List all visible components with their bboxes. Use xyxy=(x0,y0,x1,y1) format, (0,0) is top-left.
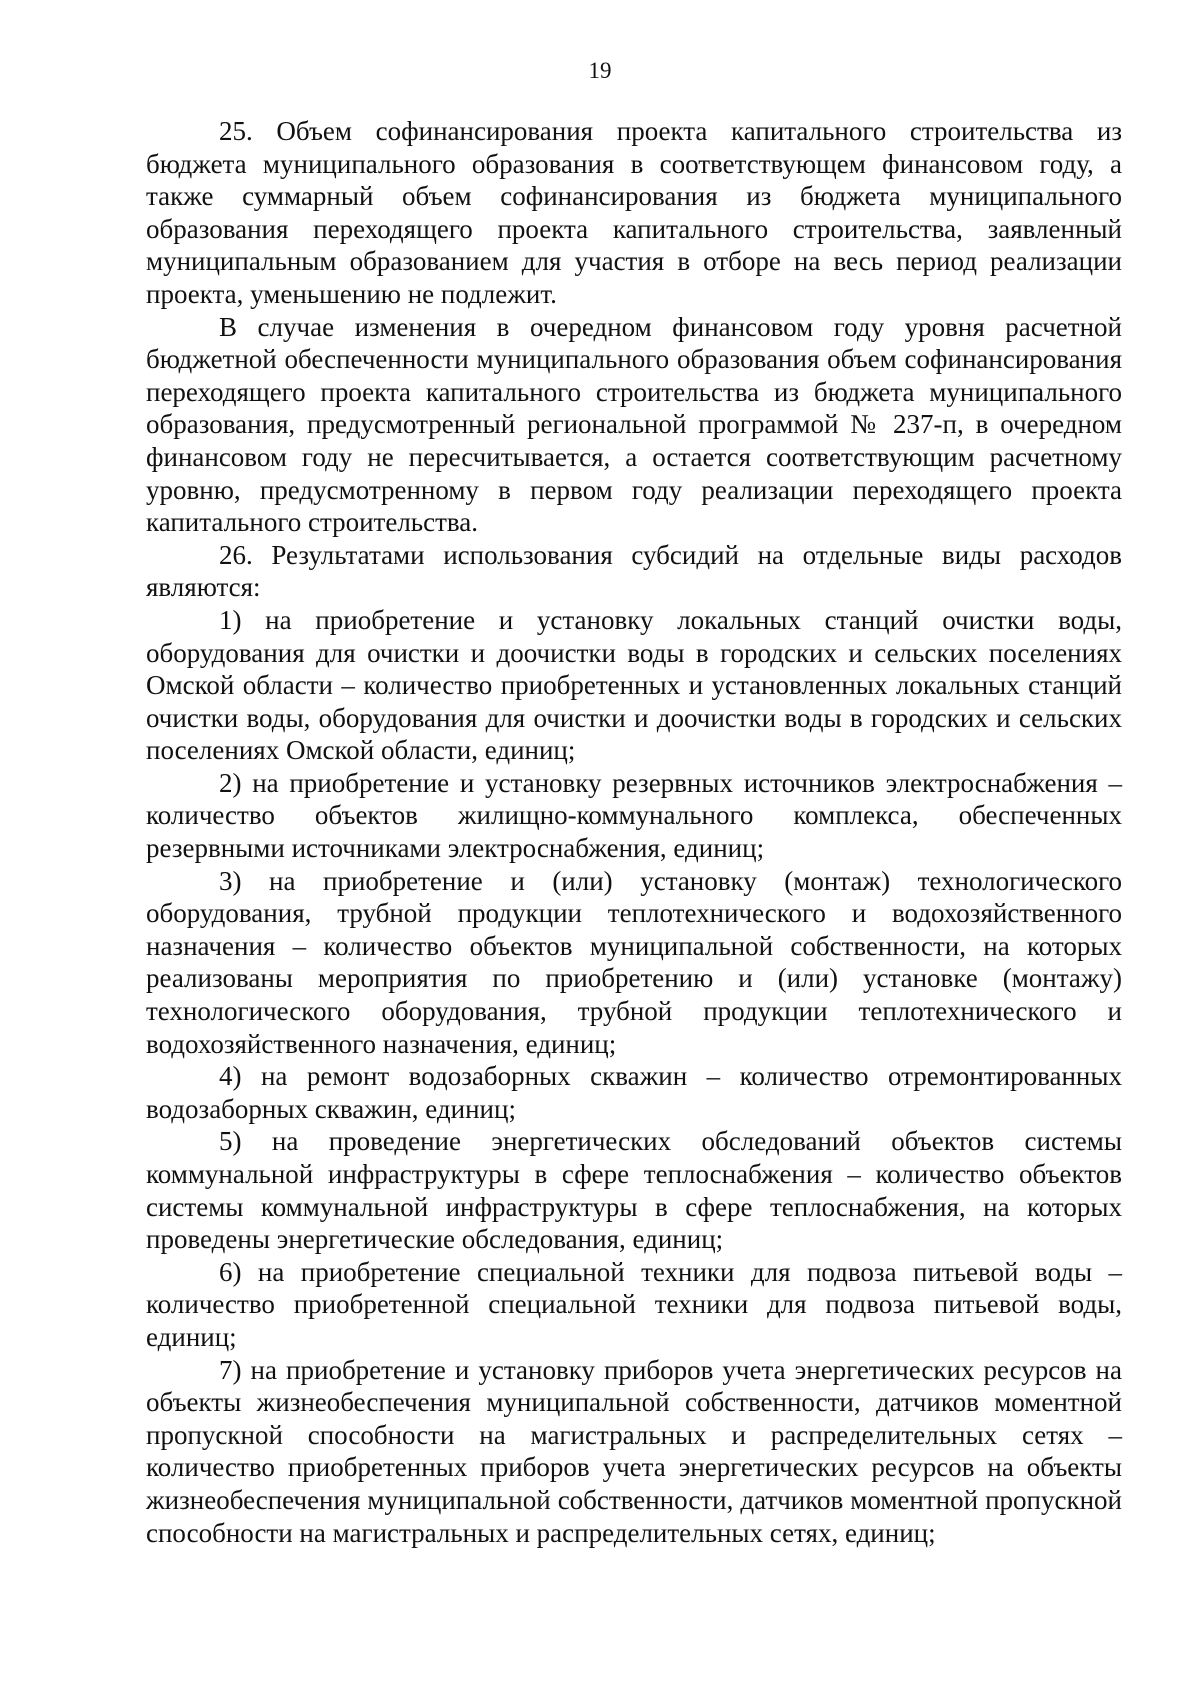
list-item-2: 2) на приобретение и установку резервных источников электроснабжения – количество объектов жилищно-коммунального комплекса, обеспеченных резервными источниками электроснабжения, единиц; xyxy=(146,767,1122,864)
paragraph-25: 25. Объем софинансирования проекта капитального строительства из бюджета муниципального образования в соответствующем финансовом году, а также суммарный объем софинансирования из бюджета муниципального образования переходящего проекта капитального строительства, заявленный муниципальным образованием для участия в отборе на весь период реализации проекта, уменьшению не подлежит. xyxy=(146,116,1122,309)
list-item-5: 5) на проведение энергетических обследований объектов системы коммунальной инфраструктуры в сфере теплоснабжения – количество объектов системы коммунальной инфраструктуры в сфере теплоснабжения, на которых проведены энергетические обследования, единиц; xyxy=(146,1126,1122,1255)
document-body xyxy=(146,115,1122,1549)
paragraph-budget-level-change: В случае изменения в очередном финансовом году уровня расчетной бюджетной обеспеченности муниципального образования объем софинансирования переходящего проекта капитального строительства из бюджета муниципального образования, предусмотренный региональной программой № 237-п, в очередном финансовом году не пересчитывается, а остается соответствующим расчетному уровню, предусмотренному в первом году реализации переходящего проекта капитального строительства. xyxy=(146,311,1122,538)
list-item-4: 4) на ремонт водозаборных скважин – количество отремонтированных водозаборных скважин, единиц; xyxy=(146,1061,1122,1124)
list-item-7: 7) на приобретение и установку приборов учета энергетических ресурсов на объекты жизнеобеспечения муниципальной собственности, датчиков моментной пропускной способности на магистральных и распределительных сетях – количество приобретенных приборов учета энергетических ресурсов на объекты жизнеобеспечения муниципальной собственности, датчиков моментной пропускной способности на магистральных и распределительных сетях, единиц; xyxy=(146,1354,1122,1548)
list-item-1: 1) на приобретение и установку локальных станций очистки воды, оборудования для очистки и доочистки воды в городских и сельских поселениях Омской области – количество приобретенных и установленных локальных станций очистки воды, оборудования для очистки и доочистки воды в городских и сельских поселениях Омской области, единиц; xyxy=(146,604,1122,766)
list-item-3: 3) на приобретение и (или) установку (монтаж) технологического оборудования, трубной продукции теплотехнического и водохозяйственного назначения – количество объектов муниципальной собственности, на которых реализованы мероприятия по приобретению и (или) установке (монтажу) технологического оборудования, трубной продукции теплотехнического и водохозяйственного назначения, единиц; xyxy=(146,865,1122,1059)
page-number: 19 xyxy=(588,58,612,83)
list-item-6: 6) на приобретение специальной техники для подвоза питьевой воды – количество приобретенной специальной техники для подвоза питьевой воды, единиц; xyxy=(146,1256,1122,1352)
paragraph-26: 26. Результатами использования субсидий на отдельные виды расходов являются: xyxy=(146,539,1122,603)
